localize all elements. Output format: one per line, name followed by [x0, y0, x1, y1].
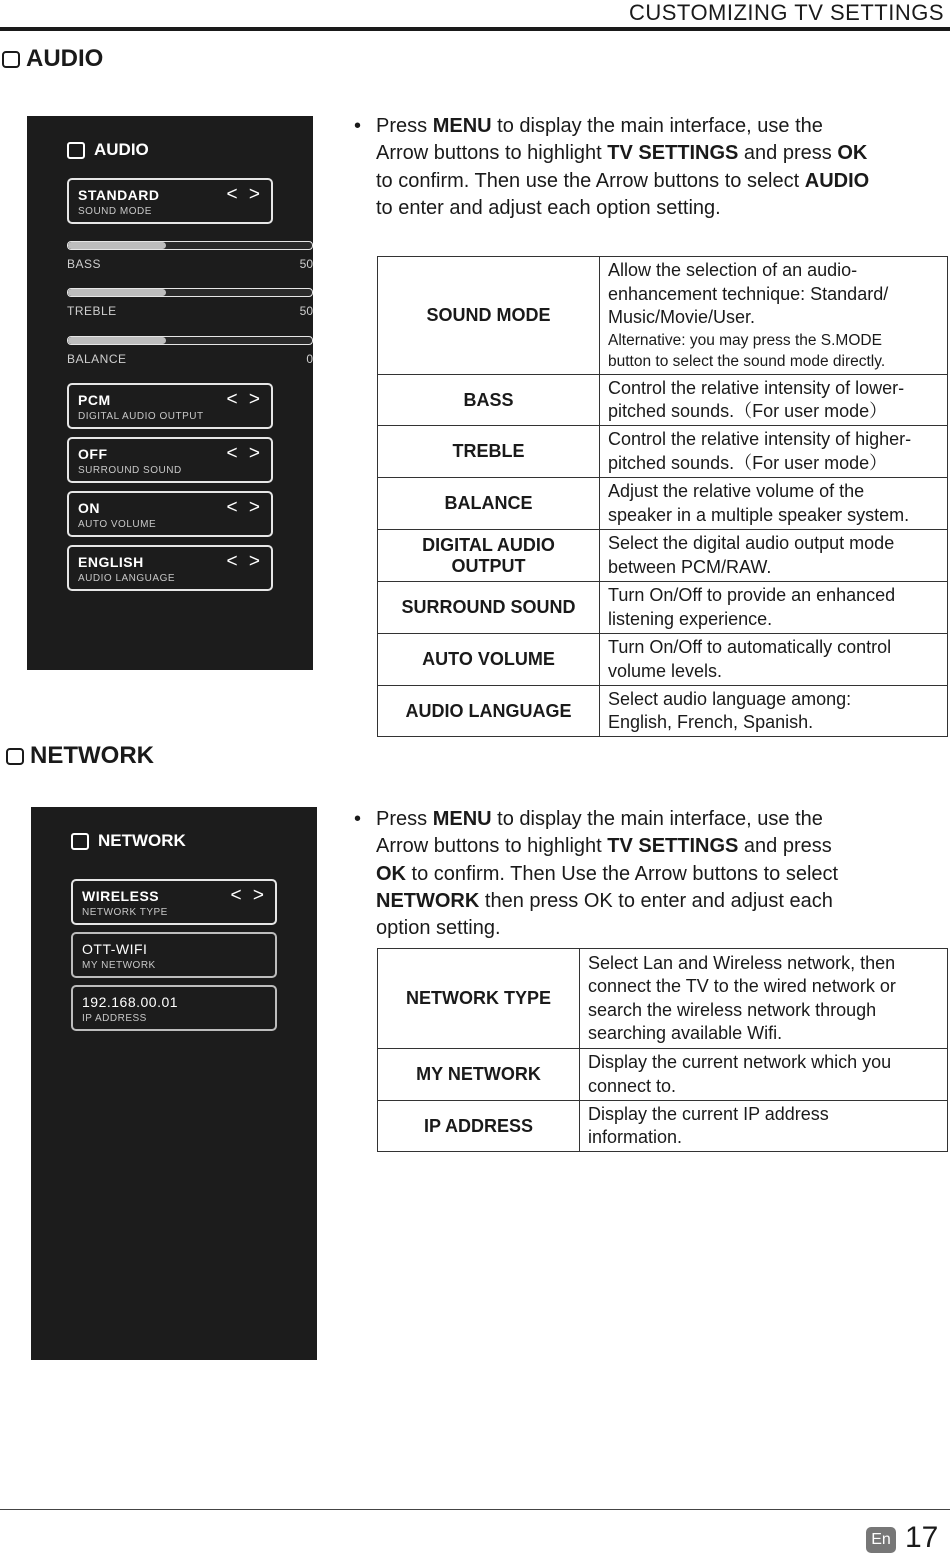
menu-keyword: MENU: [432, 115, 492, 137]
menu-item-label: IP ADDRESS: [82, 1013, 147, 1024]
setting-description: Select Lan and Wireless network, then connect the TV to the wired network or search the wireless network through searching available Wifi.: [580, 949, 948, 1049]
menu-item-sound-mode[interactable]: [67, 178, 273, 224]
arrows-icon[interactable]: < >: [226, 497, 263, 518]
slider-fill: [68, 337, 166, 344]
checkbox-icon: [67, 142, 85, 159]
setting-name: SOUND MODE: [378, 257, 600, 375]
arrows-icon[interactable]: < >: [230, 885, 267, 906]
network-keyword: NETWORK: [376, 889, 480, 912]
audio-keyword: AUDIO: [804, 169, 870, 192]
audio-menu-screenshot: [27, 116, 313, 670]
setting-name: BALANCE: [378, 478, 600, 530]
instruction-line: Press MENU to display the main interface, use the: [376, 115, 823, 137]
instruction-line: Press MENU to display the main interface, use the: [376, 808, 823, 830]
checkbox-icon: [71, 833, 89, 850]
menu-item-label: NETWORK TYPE: [82, 907, 168, 918]
instruction-line: option setting.: [376, 917, 501, 940]
slider-value: 50: [299, 257, 313, 271]
setting-name: BASS: [378, 375, 600, 426]
checkbox-icon: [6, 748, 24, 765]
setting-name: MY NETWORK: [378, 1049, 580, 1101]
setting-description: Turn On/Off to automatically control volume levels.: [600, 634, 948, 686]
menu-item-digital-audio-output[interactable]: [67, 383, 273, 429]
menu-keyword: MENU: [432, 808, 492, 830]
checkbox-icon: [2, 51, 20, 68]
menu-item-label: SURROUND SOUND: [78, 465, 182, 476]
slider-label: TREBLE: [67, 304, 117, 318]
page-number: 17: [905, 1521, 939, 1554]
menu-item-label: SOUND MODE: [78, 206, 152, 217]
audio-instructions: [354, 113, 948, 222]
arrows-icon[interactable]: < >: [226, 389, 263, 410]
language-badge: En: [866, 1527, 896, 1553]
table-row: [378, 426, 948, 478]
setting-description: Turn On/Off to provide an enhanced listening experience.: [600, 582, 948, 634]
menu-item-ip-address[interactable]: [71, 985, 277, 1031]
setting-description: Display the current IP address information.: [580, 1101, 948, 1152]
setting-name: NETWORK TYPE: [378, 949, 580, 1049]
setting-name: AUTO VOLUME: [378, 634, 600, 686]
instruction-line: OK to confirm. Then Use the Arrow buttons to select: [376, 862, 839, 885]
menu-item-audio-language[interactable]: [67, 545, 273, 591]
table-row: [378, 1049, 948, 1101]
network-instructions: [354, 806, 948, 942]
bullet: •: [354, 115, 362, 137]
menu-item-surround-sound[interactable]: [67, 437, 273, 483]
menu-item-value: STANDARD: [78, 187, 160, 203]
table-row: [378, 634, 948, 686]
network-menu-title: NETWORK: [71, 831, 186, 851]
setting-name: SURROUND SOUND: [378, 582, 600, 634]
arrows-icon[interactable]: < >: [226, 443, 263, 464]
menu-item-my-network[interactable]: [71, 932, 277, 978]
menu-item-value: OFF: [78, 446, 108, 462]
setting-note: button to select the sound mode directly.: [608, 352, 886, 370]
slider-label: BASS: [67, 257, 102, 271]
instruction-line: Arrow buttons to highlight TV SETTINGS and press OK: [376, 142, 868, 165]
ok-keyword: OK: [837, 142, 868, 165]
table-row: [378, 375, 948, 426]
slider-fill: [68, 289, 166, 296]
menu-item-label: AUDIO LANGUAGE: [78, 573, 176, 584]
setting-description: Select audio language among: English, French, Spanish.: [600, 686, 948, 737]
table-row: [378, 582, 948, 634]
table-row: [378, 1101, 948, 1152]
setting-name: IP ADDRESS: [378, 1101, 580, 1152]
instruction-line: to confirm. Then use the Arrow buttons to select AUDIO: [376, 169, 870, 192]
table-row: [378, 257, 948, 375]
tv-settings-keyword: TV SETTINGS: [607, 142, 739, 165]
menu-item-value: 192.168.00.01: [82, 994, 179, 1010]
network-menu-screenshot: [31, 807, 317, 1360]
network-heading-text: NETWORK: [30, 742, 154, 769]
page-header-title: CUSTOMIZING TV SETTINGS: [628, 0, 944, 25]
menu-item-label: AUTO VOLUME: [78, 519, 157, 530]
network-section-heading: [6, 742, 154, 770]
slider-fill: [68, 242, 166, 249]
menu-item-value: OTT-WIFI: [82, 941, 148, 957]
audio-heading-text: AUDIO: [26, 45, 104, 72]
table-row: [378, 478, 948, 530]
slider-value: 50: [299, 304, 313, 318]
audio-section-heading: [2, 45, 103, 73]
tv-settings-keyword: TV SETTINGS: [607, 835, 739, 858]
setting-name: DIGITAL AUDIO OUTPUT: [378, 530, 600, 582]
menu-item-network-type[interactable]: [71, 879, 277, 925]
setting-name: AUDIO LANGUAGE: [378, 686, 600, 737]
instruction-line: to enter and adjust each option setting.: [376, 196, 721, 219]
menu-item-auto-volume[interactable]: [67, 491, 273, 537]
footer-rule: [0, 1509, 950, 1510]
arrows-icon[interactable]: < >: [226, 551, 263, 572]
menu-item-label: MY NETWORK: [82, 960, 156, 971]
menu-item-value: PCM: [78, 392, 111, 408]
slider-value: 0: [306, 352, 313, 366]
setting-description: Allow the selection of an audio- enhancement technique: Standard/ Music/Movie/User. Alternative: you may press the S.MODE button to select the sound mode directly.: [600, 257, 948, 375]
menu-item-value: WIRELESS: [82, 888, 160, 904]
menu-item-value: ON: [78, 500, 100, 516]
instruction-line: NETWORK then press OK to enter and adjust each: [376, 889, 833, 912]
setting-description: Select the digital audio output mode between PCM/RAW.: [600, 530, 948, 582]
bullet: •: [354, 808, 362, 830]
setting-description: Adjust the relative volume of the speaker in a multiple speaker system.: [600, 478, 948, 530]
instruction-line: Arrow buttons to highlight TV SETTINGS and press: [376, 835, 832, 858]
audio-menu-title: AUDIO: [67, 140, 149, 160]
setting-note: Alternative: you may press the S.MODE: [608, 331, 882, 349]
setting-description: Display the current network which you connect to.: [580, 1049, 948, 1101]
audio-settings-table: [377, 256, 948, 737]
setting-name: TREBLE: [378, 426, 600, 478]
network-settings-table: [377, 948, 948, 1152]
setting-description: Control the relative intensity of lower- pitched sounds.（For user mode）: [600, 375, 948, 426]
table-row: [378, 949, 948, 1049]
menu-item-label: DIGITAL AUDIO OUTPUT: [78, 411, 204, 422]
table-row: [378, 530, 948, 582]
arrows-icon[interactable]: < >: [226, 184, 263, 205]
setting-description: Control the relative intensity of higher- pitched sounds.（For user mode）: [600, 426, 948, 478]
ok-keyword: OK: [376, 862, 406, 885]
slider-label: BALANCE: [67, 352, 127, 366]
menu-item-value: ENGLISH: [78, 554, 144, 570]
header-rule: [0, 27, 950, 31]
table-row: [378, 686, 948, 737]
